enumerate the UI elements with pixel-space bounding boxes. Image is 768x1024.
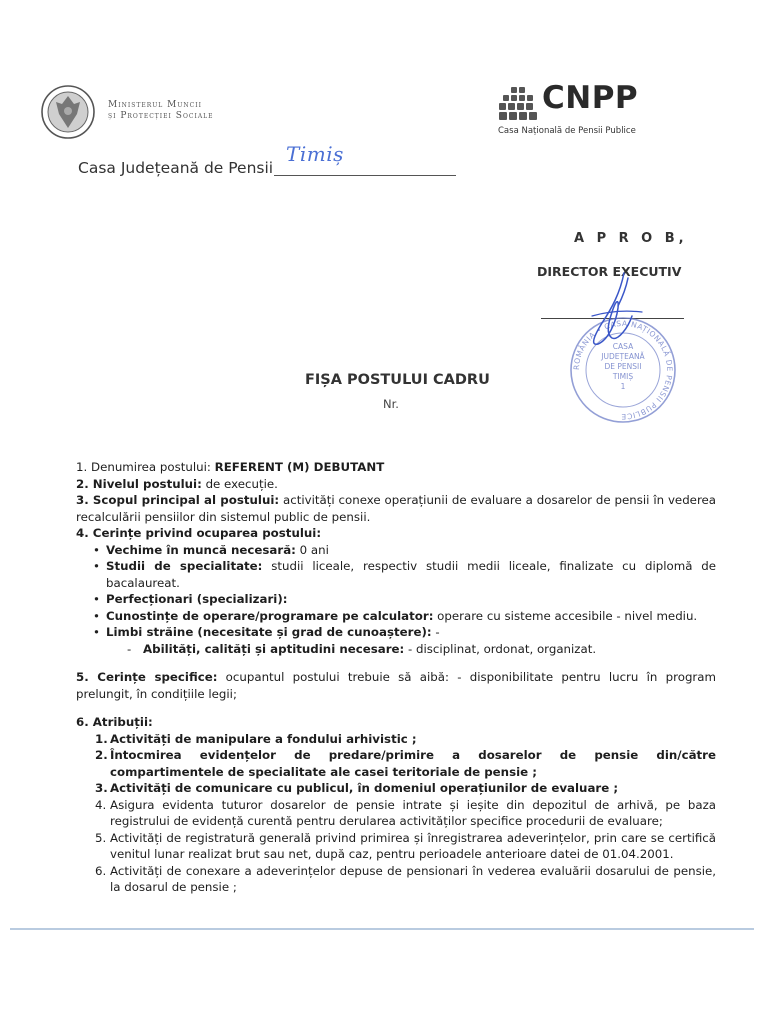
section-4-label: 4. Cerințe privind ocuparea postului: <box>76 526 322 540</box>
ministry-seal-icon <box>40 84 96 140</box>
bullet-icon: • <box>93 559 100 573</box>
section-2-value: de execuție. <box>205 476 278 491</box>
section-4-item-value: studii liceale, respectiv studii medii liceale, finalizate cu diplomă de bacalaureat. <box>106 559 717 590</box>
ministry-line-1: Ministerul Muncii <box>108 100 202 110</box>
section-6-item <box>76 747 716 780</box>
casa-underline <box>274 175 456 176</box>
item-text: Activități de registratură generală privind primirea și înregistrarea adeverințelor, prin care se certifică venitul lunar realizat brut sau net, după caz, pentru perioadele anterioare datei de 01.04.2001. <box>110 830 716 861</box>
section-4-item <box>76 591 716 608</box>
bullet-icon: • <box>93 592 100 606</box>
cnpp-subtitle: Casa Națională de Pensii Publice <box>498 126 636 136</box>
section-6-label: 6. Atribuții: <box>76 715 153 729</box>
section-1 <box>76 459 716 476</box>
item-number: 6. <box>95 863 107 878</box>
bullet-icon: • <box>93 608 100 623</box>
section-2 <box>76 476 716 493</box>
section-3 <box>76 492 716 525</box>
item-text: Activități de conexare a adeverințelor depuse de pensionari în vederea evaluării dosarului de pensie, la dosarul de pensie ; <box>110 863 716 894</box>
section-4-item <box>76 608 716 625</box>
section-4-item-label: Limbi străine (necesitate și grad de cunoaștere): <box>106 625 432 639</box>
casa-handwritten-county: Timiș <box>286 142 344 166</box>
section-3-value: activități conexe operațiunii de evaluare a dosarelor de pensii în vederea recalculării pensiilor din sistemul public de pensii. <box>76 493 717 524</box>
document-number-label: Nr. <box>383 397 399 411</box>
director-signature <box>572 268 662 358</box>
section-4-item-value: operare cu sisteme accesibile - nivel mediu. <box>437 608 698 623</box>
section-4-item-label: Studii de specialitate: <box>106 559 263 573</box>
item-text: Întocmirea evidențelor de predare/primire a dosarelor de pensie din/către compartimentele de specialitate ale casei teritoriale de pensie ; <box>110 748 716 779</box>
item-text: Activități de manipulare a fondului arhivistic ; <box>110 731 417 746</box>
section-6-item <box>76 780 716 797</box>
section-4-item-label: Perfecționari (specializari): <box>106 592 288 606</box>
page-divider-rule <box>10 928 754 930</box>
section-4-dash-value: - disciplinat, ordonat, organizat. <box>408 641 597 656</box>
document-title: FIȘA POSTULUI CADRU <box>305 372 490 388</box>
item-text: Asigura evidenta tuturor dosarelor de pensie intrate și ieșite din depozitul de arhivă, pe baza registrului de evidență curentă pentru derularea activităților specifice procedurii de evaluare; <box>110 797 716 828</box>
section-4-item <box>76 624 716 641</box>
dash-icon: - <box>127 641 132 656</box>
section-1-label: 1. Denumirea postului: <box>76 460 211 474</box>
section-6-item <box>76 731 716 748</box>
cnpp-logo-icon <box>497 85 539 125</box>
section-5 <box>76 669 716 702</box>
stamp-ring-text: ROMÂNIA • CASA NAȚIONALĂ DE PENSII PUBLICE <box>571 318 675 422</box>
section-4-item-value: 0 ani <box>299 542 329 557</box>
stamp-inner-3: DE PENSII <box>604 362 642 371</box>
section-2-label: 2. Nivelul postului: <box>76 476 202 491</box>
bullet-icon: • <box>93 625 100 639</box>
item-number: 4. <box>95 797 107 812</box>
section-4-item-value: - <box>435 625 440 639</box>
director-title: DIRECTOR EXECUTIV <box>537 264 682 279</box>
section-1-value: REFERENT (M) DEBUTANT <box>214 460 385 474</box>
stamp-inner-4: TIMIȘ <box>612 372 634 381</box>
document-body <box>76 459 716 896</box>
item-number: 5. <box>95 830 107 845</box>
cnpp-brand: CNPP <box>542 80 639 116</box>
section-5-label: 5. Cerințe specifice: <box>76 670 218 684</box>
section-4-dash-item <box>76 641 716 658</box>
stamp-inner-2: JUDEȚEANĂ <box>601 352 645 361</box>
section-6-item <box>76 797 716 830</box>
casa-judeteana-label: Casa Județeană de Pensii <box>78 159 274 177</box>
stamp-inner-1: CASA <box>612 342 634 351</box>
section-6-item <box>76 830 716 863</box>
item-number: 3. <box>95 781 108 795</box>
aprob-heading: A P R O B, <box>574 231 688 246</box>
section-3-label: 3. Scopul principal al postului: <box>76 493 280 507</box>
item-number: 1. <box>95 731 108 746</box>
section-4-item-label: Vechime în muncă necesară: <box>106 542 296 557</box>
ministry-line-2: și Protecției Sociale <box>108 111 214 121</box>
section-4-item <box>76 542 716 559</box>
section-4-dash-label: Abilități, calități și aptitudini necesare: <box>143 641 405 656</box>
stamp-inner-5: 1 <box>620 382 626 391</box>
section-6-item <box>76 863 716 896</box>
ministry-name <box>108 100 214 122</box>
item-text: Activități de comunicare cu publicul, în domeniul operațiunilor de evaluare ; <box>110 781 619 795</box>
item-number: 2. <box>95 748 108 762</box>
section-5-value: ocupantul postului trebuie să aibă: - disponibilitate pentru lucru în program prelungit, în condițiile legii; <box>76 670 716 701</box>
section-4-item <box>76 558 716 591</box>
bullet-icon: • <box>93 542 100 557</box>
section-4-item-label: Cunostințe de operare/programare pe calculator: <box>106 608 434 623</box>
